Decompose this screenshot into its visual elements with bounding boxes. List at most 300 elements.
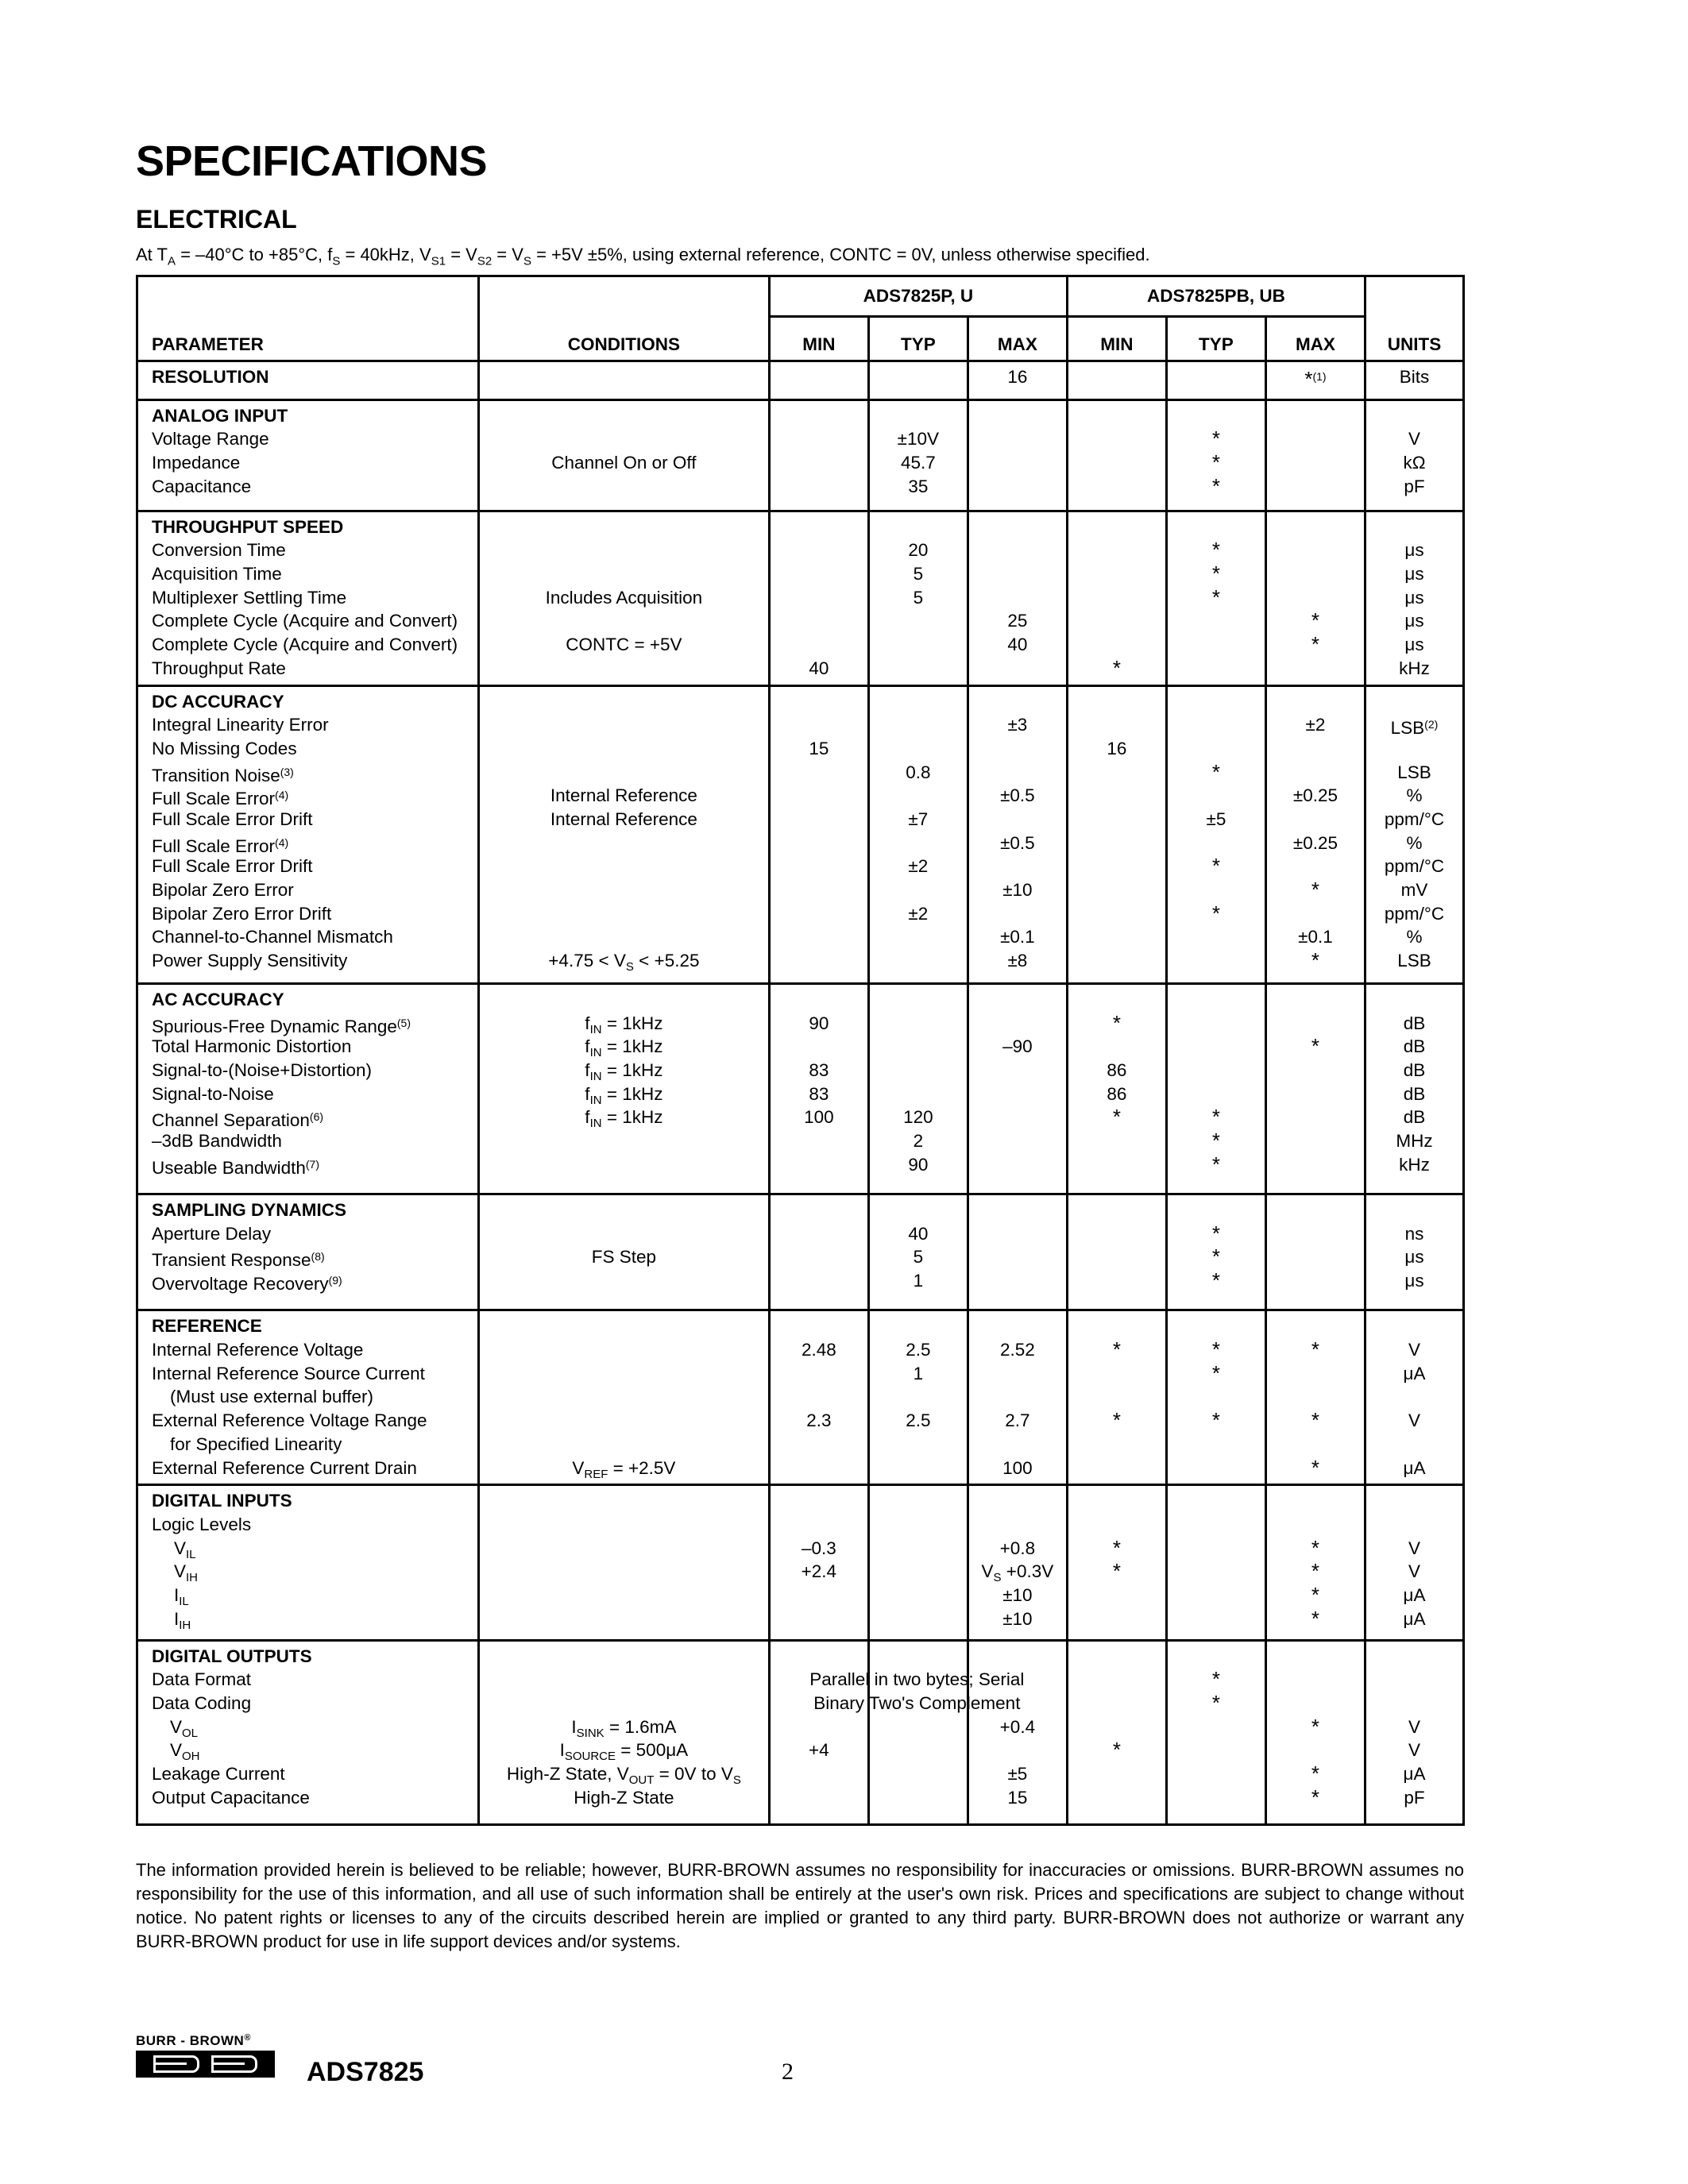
max-1-value (969, 902, 1066, 926)
typ-2-value (1168, 1513, 1265, 1537)
typ-2-cell (1166, 1640, 1265, 1824)
section-throughput (137, 511, 1464, 685)
units-value (1366, 1385, 1462, 1409)
min-1-value: 100 (804, 1107, 834, 1128)
typ-1-value (870, 1385, 967, 1409)
min-1-value (771, 1153, 867, 1177)
typ-1-value (870, 365, 967, 389)
max-1-value: 15 (1007, 1787, 1028, 1808)
max-2-value (1267, 1668, 1364, 1692)
parameter-name: Multiplexer Settling Time (152, 587, 347, 608)
min-2-value (1068, 451, 1165, 475)
conditions-value (480, 713, 768, 737)
conditions-value (480, 1537, 768, 1561)
typ-1-value (870, 1035, 967, 1059)
max-2-cell (1265, 1194, 1365, 1310)
section-title: DIGITAL INPUTS (152, 1491, 292, 1511)
min-2-value (1068, 713, 1165, 737)
conditions-value (480, 404, 768, 428)
min-2-value: * (1112, 1337, 1121, 1362)
min-1-value (771, 1222, 867, 1246)
typ-2-value (1168, 1738, 1265, 1762)
units-value: μA (1403, 1363, 1426, 1383)
max-2-value (1267, 1082, 1364, 1106)
column-header-typ-2: TYP (1166, 317, 1265, 361)
typ-2-value (1168, 1607, 1265, 1631)
units-value: % (1406, 785, 1423, 806)
parameter-name: Signal-to-(Noise+Distortion) (152, 1060, 372, 1081)
conditions-value (480, 1560, 768, 1584)
units-value: μs (1404, 587, 1424, 608)
max-1-value (969, 1513, 1066, 1537)
typ-2-value (1168, 1537, 1265, 1561)
typ-2-value (1168, 1560, 1265, 1584)
units-value: V (1408, 1340, 1420, 1360)
conditions-value (480, 1269, 768, 1293)
typ-2-value (1168, 737, 1265, 761)
typ-1-value (870, 657, 967, 681)
min-2-value: * (1112, 655, 1121, 680)
typ-1-value: 20 (908, 540, 929, 561)
conditions-value: $f_{IN} = 1kHz$ (585, 1107, 663, 1131)
max-1-value (969, 562, 1066, 586)
min-1-value: 40 (809, 658, 829, 678)
conditions-value: $f_{IN} = 1kHz$ (585, 1013, 663, 1036)
conditions-value (480, 475, 768, 499)
min-2-value (1068, 1269, 1165, 1293)
min-2-value (1068, 1692, 1165, 1715)
max-2-value (1267, 988, 1364, 1012)
typ-1-value (870, 988, 967, 1012)
min-1-cell (769, 1310, 868, 1485)
section-reference (137, 1310, 1464, 1485)
min-1-value (771, 1198, 867, 1222)
min-1-value (771, 451, 867, 475)
conditions-value (480, 1513, 768, 1537)
max-1-value: 16 (1007, 367, 1028, 388)
typ-2-value: * (1211, 473, 1220, 498)
min-2-cell (1067, 685, 1166, 984)
max-1-value (969, 737, 1066, 761)
min-2-value: * (1112, 1408, 1121, 1433)
typ-1-value: 1 (913, 1363, 924, 1383)
section-title: REFERENCE (152, 1316, 262, 1337)
parameter-name: Transition Noise$^{(3)}$ (152, 765, 294, 785)
parameter-name: Bipolar Zero Error Drift (152, 903, 332, 924)
conditions-value (480, 1692, 768, 1715)
typ-2-value (1168, 690, 1265, 714)
typ-1-value (870, 1537, 967, 1561)
min-1-value: +2.4 (801, 1561, 837, 1582)
max-2-value (1267, 1245, 1364, 1269)
bb-logo-icon (136, 2051, 275, 2078)
units-value: kHz (1399, 1154, 1430, 1175)
min-2-value (1068, 475, 1165, 499)
typ-2-value (1168, 404, 1265, 428)
max-1-value: ±10 (1002, 1608, 1033, 1629)
typ-2-value (1168, 878, 1265, 902)
min-2-value (1068, 427, 1165, 451)
max-1-value (969, 451, 1066, 475)
parameter-name: $V_{OH}$ (170, 1740, 200, 1764)
max-2-value: * (1311, 1761, 1319, 1786)
max-1-cell (968, 984, 1067, 1194)
typ-1-value (870, 1082, 967, 1106)
conditions-value: $+4.75 < V_S < +5.25$ (548, 951, 700, 974)
max-2-value (1267, 515, 1364, 539)
min-2-value (1068, 404, 1165, 428)
section-ac (137, 984, 1464, 1194)
typ-1-value (870, 690, 967, 714)
conditions-value: High-Z State (574, 1787, 674, 1808)
max-1-value: ±0.5 (1000, 832, 1035, 853)
max-1-value: $V_S +0.3V$ (981, 1561, 1054, 1585)
min-2-value (1068, 1762, 1165, 1786)
typ-2-value (1168, 925, 1265, 949)
max-1-cell (968, 1310, 1067, 1485)
conditions-value (480, 1489, 768, 1513)
min-2-value: * (1112, 1010, 1121, 1035)
conditions-value (480, 925, 768, 949)
typ-2-value (1168, 1198, 1265, 1222)
typ-2-value (1168, 1059, 1265, 1082)
max-1-value: ±0.5 (1000, 785, 1035, 806)
min-2-value: 86 (1107, 1083, 1127, 1104)
typ-2-value (1168, 1786, 1265, 1810)
typ-2-value: * (1211, 1268, 1220, 1293)
typ-1-cell (868, 511, 968, 685)
max-2-value: * (1311, 948, 1319, 973)
min-2-value (1068, 1385, 1165, 1409)
min-2-value (1068, 1153, 1165, 1177)
conditions-value: $V_{REF} = +2.5V$ (572, 1457, 676, 1481)
parameter-name: Transient Response$^{(8)}$ (152, 1250, 325, 1271)
conditions-value: Internal Reference (550, 785, 697, 806)
typ-1-value (870, 1762, 967, 1786)
max-1-value (969, 855, 1066, 878)
column-header-max-1: MAX (968, 317, 1067, 361)
units-value: V (1408, 1538, 1420, 1558)
column-header-min-1: MIN (769, 317, 868, 361)
max-2-value (1267, 1269, 1364, 1293)
max-2-cell (1265, 1485, 1365, 1640)
units-value: μs (1404, 1247, 1424, 1268)
typ-1-cell (868, 1194, 968, 1310)
max-2-value (1267, 1513, 1364, 1537)
parameter-name: $V_{IL}$ (174, 1538, 196, 1561)
typ-2-value (1168, 657, 1265, 681)
min-1-value (771, 1314, 867, 1338)
typ-1-value (870, 1513, 967, 1537)
conditions-value: Includes Acquisition (545, 587, 703, 608)
max-2-value: ±0.25 (1292, 785, 1338, 806)
units-value (1366, 1489, 1462, 1513)
max-1-value (969, 1129, 1066, 1153)
parameter-name: Complete Cycle (Acquire and Convert) (152, 635, 458, 655)
units-cell (1365, 399, 1463, 511)
conditions-value: CONTC = +5V (566, 635, 682, 655)
max-2-value: ±0.1 (1298, 927, 1333, 947)
section-sampling (137, 1194, 1464, 1310)
min-2-value (1068, 1362, 1165, 1386)
min-1-value (771, 1668, 1025, 1692)
max-2-value: * (1311, 1785, 1319, 1809)
min-1-value (771, 1762, 867, 1786)
min-2-value (1068, 1129, 1165, 1153)
typ-1-value: 40 (908, 1223, 929, 1244)
conditions-cell (478, 361, 769, 399)
min-1-value (771, 427, 867, 451)
min-2-value (1068, 1645, 1165, 1669)
min-2-value: * (1112, 1559, 1121, 1584)
min-2-cell (1067, 511, 1166, 685)
max-2-value (1267, 855, 1364, 878)
units-value (1366, 1668, 1462, 1692)
typ-1-value (870, 784, 967, 808)
conditions-cell (478, 1640, 769, 1824)
conditions-value (480, 1222, 768, 1246)
min-1-value (771, 1607, 867, 1631)
parameter-cell (137, 1310, 479, 1485)
units-value: dB (1403, 1083, 1426, 1104)
units-cell (1365, 361, 1463, 399)
parameter-name: $I_{IL}$ (174, 1584, 189, 1608)
parameter-name: Full Scale Error Drift (152, 856, 313, 877)
parameter-cell (137, 361, 479, 399)
conditions-value (480, 1362, 768, 1386)
min-2-value (1068, 1222, 1165, 1246)
parameter-cell (137, 685, 479, 984)
min-2-value (1068, 1245, 1165, 1269)
typ-2-value: * (1211, 1221, 1220, 1245)
typ-1-value (870, 1715, 967, 1739)
min-1-value (771, 475, 867, 499)
page-number: 2 (782, 2059, 794, 2085)
typ-2-value (1168, 1082, 1265, 1106)
units-value: V (1408, 1561, 1420, 1582)
conditions-value (480, 1584, 768, 1607)
conditions-value (480, 832, 768, 855)
typ-2-cell (1166, 1310, 1265, 1485)
max-1-value (969, 1385, 1066, 1409)
parameter-name: Full Scale Error Drift (152, 808, 313, 829)
max-1-value (969, 808, 1066, 832)
units-value: kHz (1399, 658, 1430, 678)
max-2-value (1267, 1129, 1364, 1153)
units-cell (1365, 1485, 1463, 1640)
max-2-value (1267, 1645, 1364, 1669)
typ-2-cell (1166, 685, 1265, 984)
min-2-value (1068, 690, 1165, 714)
max-2-value (1267, 586, 1364, 610)
min-1-value (771, 1385, 867, 1409)
conditions-value (480, 1433, 768, 1457)
max-2-value: * (1311, 1408, 1319, 1433)
typ-1-cell (868, 1485, 968, 1640)
parameter-name: Throughput Rate (152, 658, 286, 678)
conditions-value: $f_{IN} = 1kHz$ (585, 1083, 663, 1107)
max-2-value (1267, 538, 1364, 562)
units-value: dB (1403, 1036, 1426, 1057)
typ-2-value: * (1211, 426, 1220, 451)
min-1-value (771, 1245, 867, 1269)
parameter-name: for Specified Linearity (170, 1433, 342, 1454)
conditions-value (480, 1607, 768, 1631)
typ-2-value (1168, 515, 1265, 539)
min-2-value (1068, 1035, 1165, 1059)
conditions-cell (478, 1485, 769, 1640)
min-1-value (771, 365, 867, 389)
max-1-value (969, 1489, 1066, 1513)
min-1-value (771, 878, 867, 902)
parameter-cell (137, 511, 479, 685)
max-2-value (1267, 1012, 1364, 1036)
typ-2-value: * (1211, 450, 1220, 474)
conditions-value: FS Step (591, 1247, 657, 1268)
max-2-value (1267, 562, 1364, 586)
max-2-value (1267, 690, 1364, 714)
column-header-units: UNITS (1365, 276, 1463, 361)
max-2-value (1267, 1314, 1364, 1338)
typ-1-value (870, 713, 967, 737)
units-value: V (1408, 1410, 1420, 1431)
units-value: pF (1404, 476, 1425, 496)
units-value: pF (1404, 1787, 1425, 1808)
typ-2-value (1168, 1012, 1265, 1036)
min-2-cell (1067, 1485, 1166, 1640)
typ-1-cell (868, 685, 968, 984)
min-2-value (1068, 878, 1165, 902)
typ-1-value (870, 515, 967, 539)
max-2-value: * (1311, 878, 1319, 902)
min-1-value (771, 988, 867, 1012)
units-value: μs (1404, 611, 1424, 631)
typ-2-value (1168, 1433, 1265, 1457)
parameter-cell (137, 399, 479, 511)
typ-2-value: * (1211, 901, 1220, 925)
min-1-value (771, 515, 867, 539)
typ-1-value: 5 (913, 587, 924, 608)
typ-1-value (870, 1489, 967, 1513)
max-2-value (1267, 1362, 1364, 1386)
min-1-value (771, 538, 867, 562)
typ-2-value: * (1211, 1691, 1220, 1715)
min-1-cell (769, 399, 868, 511)
section-doutputs (137, 1640, 1464, 1824)
max-2-cell (1265, 1640, 1365, 1824)
max-1-value: 25 (1007, 611, 1028, 631)
units-value (1366, 1433, 1462, 1457)
section-dinputs (137, 1485, 1464, 1640)
conditions-value (480, 657, 768, 681)
conditions-value (480, 1198, 768, 1222)
typ-1-value (870, 925, 967, 949)
min-2-value (1068, 538, 1165, 562)
max-1-value (969, 1222, 1066, 1246)
min-2-value (1068, 586, 1165, 610)
max-2-value (1267, 1106, 1364, 1129)
typ-1-value: 0.8 (906, 762, 931, 782)
min-1-cell (769, 984, 868, 1194)
conditions-value (480, 1153, 768, 1177)
typ-2-value (1168, 1584, 1265, 1607)
parameter-name: Internal Reference Voltage (152, 1340, 364, 1360)
min-1-value (771, 1433, 867, 1457)
max-2-value: * (1311, 1337, 1319, 1362)
typ-2-value (1168, 988, 1265, 1012)
conditions-value (480, 1668, 768, 1692)
conditions-value: $f_{IN} = 1kHz$ (585, 1060, 663, 1084)
max-1-value: ±0.1 (1000, 927, 1035, 947)
units-value: μs (1404, 564, 1424, 585)
min-2-value (1068, 1668, 1165, 1692)
min-1-value (771, 609, 867, 633)
units-value: LSB$^{(2)}$ (1390, 718, 1439, 739)
typ-1-value (870, 404, 967, 428)
min-1-value: 90 (809, 1013, 829, 1033)
conditions-cell (478, 1310, 769, 1485)
conditions-value (480, 1338, 768, 1362)
units-value: ppm/°C (1384, 808, 1445, 829)
units-value: μA (1403, 1764, 1426, 1785)
units-value: dB (1403, 1107, 1426, 1128)
max-2-value: * (1311, 1535, 1319, 1560)
typ-1-value: 90 (908, 1154, 929, 1175)
max-1-value (969, 475, 1066, 499)
section-analog (137, 399, 1464, 511)
conditions-value (480, 427, 768, 451)
max-2-value: * (1311, 1559, 1319, 1584)
max-1-value (969, 1153, 1066, 1177)
max-2-value: * (1311, 1606, 1319, 1630)
units-value (1366, 1198, 1462, 1222)
min-1-value: –0.3 (801, 1538, 836, 1558)
parameter-name: Voltage Range (152, 429, 269, 450)
typ-2-value: * (1211, 1152, 1220, 1176)
conditions-value (480, 515, 768, 539)
max-1-value: 2.7 (1005, 1410, 1030, 1431)
typ-1-value (870, 737, 967, 761)
units-value: ppm/°C (1384, 856, 1445, 877)
section-dc (137, 685, 1464, 984)
max-2-value (1267, 1738, 1364, 1762)
typ-1-value: ±7 (908, 808, 929, 829)
column-header-min-2: MIN (1067, 317, 1166, 361)
conditions-value (480, 1129, 768, 1153)
logo-wordmark: BURR - BROWN® (136, 2033, 251, 2048)
max-2-cell (1265, 399, 1365, 511)
units-value: % (1406, 927, 1423, 947)
parameter-name: –3dB Bandwidth (152, 1131, 282, 1152)
min-2-cell (1067, 1310, 1166, 1485)
max-1-value (969, 1082, 1066, 1106)
min-1-value (771, 690, 867, 714)
max-2-value: * (1311, 608, 1319, 633)
typ-2-value (1168, 1035, 1265, 1059)
typ-1-value: 35 (908, 476, 929, 496)
conditions-value: $f_{IN} = 1kHz$ (585, 1036, 663, 1060)
min-1-value (771, 1362, 867, 1386)
max-1-cell (968, 685, 1067, 984)
typ-1-value (870, 1584, 967, 1607)
parameter-cell (137, 1485, 479, 1640)
typ-2-cell (1166, 1194, 1265, 1310)
min-2-value (1068, 1314, 1165, 1338)
max-2-value: * (1311, 632, 1319, 657)
max-2-value (1267, 475, 1364, 499)
parameter-name: Acquisition Time (152, 564, 282, 585)
max-2-value (1267, 1153, 1364, 1177)
